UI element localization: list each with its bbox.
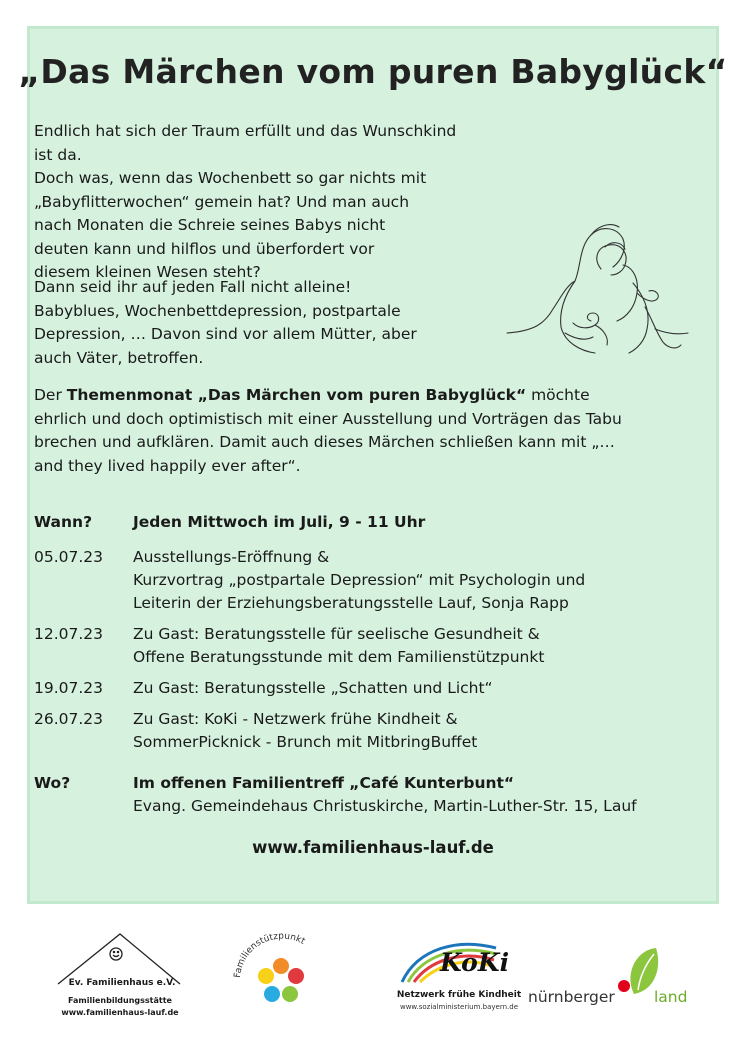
familienhaus-subtitle: Familienbildungsstätte [68,996,172,1005]
familienstuetzpunkt-logo[interactable] [226,918,336,1028]
intro-line: diesem kleinen Wesen steht? [34,263,261,281]
koki-url: www.sozialministerium.bayern.de [399,1003,519,1011]
event-date: 12.07.23 [34,625,104,643]
third-line-rest: möchte [526,386,590,404]
familienhaus-logo[interactable] [50,930,190,1026]
intro-line: Doch was, wenn das Wochenbett so gar nichts mit [34,169,427,187]
when-value: Jeden Mittwoch im Juli, 9 - 11 Uhr [133,513,426,531]
second-line: Babyblues, Wochenbettdepression, postpartale [34,301,401,320]
event-description [133,677,664,700]
koki-logo[interactable] [388,934,528,1030]
theme-month-name: Themenmonat „Das Märchen vom puren Babyglück“ [66,386,527,404]
third-prefix: Der [34,386,67,404]
intro-line: deuten kann und hilflos und überfordert vor [34,239,375,258]
when-row [34,511,664,534]
event-description [133,623,664,669]
event-line: Ausstellungs-Eröffnung & [133,548,330,566]
intro-line: Endlich hat sich der Traum erfüllt und das Wunschkind ist da. [34,122,457,164]
familienhaus-url: www.familienhaus-lauf.de [61,1008,179,1017]
event-row [34,677,664,700]
third-line: and they lived happily ever after“. [34,456,301,475]
intro-line: nach Monaten die Schreie seines Babys nicht [34,216,386,234]
event-line: Leiterin der Erziehungsberatungsstelle Lauf, Sonja Rapp [133,594,569,612]
nuernberger-land-logo[interactable] [528,964,698,1024]
page-title: „Das Märchen vom puren Babyglück“ [18,52,728,91]
second-line: Dann seid ihr auf jeden Fall nicht alleine! [34,278,352,296]
event-row [34,623,664,669]
where-description [133,772,664,818]
third-line: brechen und aufklären. Damit auch dieses Märchen schließen kann mit „… [34,433,615,451]
second-paragraph [34,276,464,370]
third-line: ehrlich und doch optimistisch mit einer Ausstellung und Vorträgen das Tabu [34,409,622,428]
hands-circle-icon [226,918,336,1028]
where-row [34,772,664,818]
where-label: Wo? [34,774,71,792]
event-date: 05.07.23 [34,548,104,566]
third-paragraph [34,384,659,478]
event-line: Offene Beratungsstunde mit dem Familienstützpunkt [133,648,545,666]
nuernberger-word: nürnberger [528,988,615,1006]
venue-name: Im offenen Familientreff „Café Kunterbunt“ [133,774,515,792]
event-line: Zu Gast: KoKi - Netzwerk frühe Kindheit & [133,710,458,728]
venue-address: Evang. Gemeindehaus Christuskirche, Martin-Luther-Str. 15, Lauf [133,797,637,815]
second-line: Depression, … Davon sind vor allem Mütter, aber [34,325,417,343]
event-line: Zu Gast: Beratungsstelle für seelische Gesundheit & [133,625,540,643]
event-date: 19.07.23 [34,679,104,697]
event-description [133,708,664,754]
event-date: 26.07.23 [34,710,104,728]
second-line: auch Väter, betroffen. [34,348,204,367]
familienhaus-name: Ev. Familienhaus e.V. [68,978,176,988]
event-line: SommerPicknick - Brunch mit MitbringBuffet [133,733,478,751]
event-row [34,708,664,754]
when-label: Wann? [34,513,93,531]
website-link[interactable]: www.familienhaus-lauf.de [252,838,494,857]
parent-baby-illustration [505,205,690,375]
colored-hands [258,958,304,1002]
land-word: land [654,988,688,1006]
koki-subtitle: Netzwerk frühe Kindheit [396,990,522,1000]
logo-strip [0,904,746,1058]
event-line: Zu Gast: Beratungsstelle „Schatten und Licht“ [133,679,493,697]
intro-line: „Babyflitterwochen“ gemein hat? Und man auch [34,192,410,211]
koki-name: KoKi [440,948,510,977]
familienstuetzpunkt-name: Familienstützpunkt [232,931,307,979]
event-row [34,546,664,615]
event-line: Kurzvortrag „postpartale Depression“ mit Psychologin und [133,571,586,589]
intro-paragraph [34,120,464,285]
schedule [34,511,664,818]
event-description [133,546,664,615]
